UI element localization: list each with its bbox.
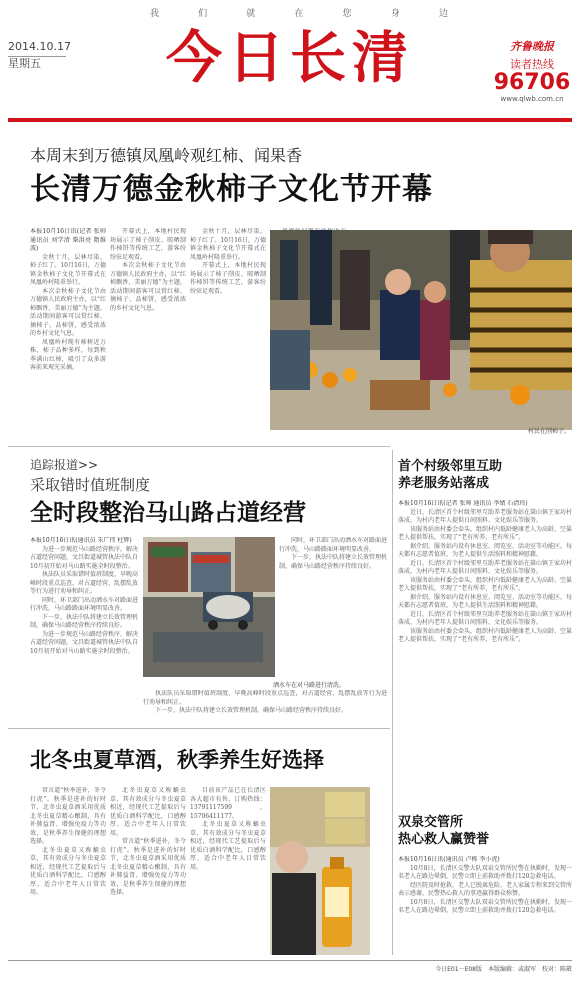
lead-kicker: 本周末到万德镇凤凰岭观红柿、闻果香 xyxy=(30,146,303,165)
lead-column-3 xyxy=(190,228,266,438)
side1-paragraph: 该服务站由村委会牵头，组织村内低龄健康老人为高龄、空巢老人提供帮扶，实现了“老有所养、老有所乐”。 xyxy=(398,576,572,592)
brand-box xyxy=(488,38,576,103)
side1-paragraph: 近日，长清区首个村级邻里互助养老服务站在崮山镇王家坊村落成，为村内老年人提供日间照料、文化娱乐等服务。 xyxy=(398,508,572,524)
follow-column-2 xyxy=(143,690,387,724)
side1-byline: 本报10月16日讯(记者 张帅 通讯员 李婧 石清玮) xyxy=(398,500,528,507)
date-text: 2014.10.17 xyxy=(8,40,71,53)
side1-paragraph: 近日，长清区首个村级邻里互助养老服务站在崮山镇王家坊村落成，为村内老年人提供日间照料、文化娱乐等服务。 xyxy=(398,610,572,626)
health-paragraph: 常言道“秋季进补，冬令打虎”。秋季是进补的好时节，北冬虫夏草酒采用优质北冬虫夏草精心酿制，具有补肺益肾、增强免疫力等功效，是秋季养生保健的理想选择。 xyxy=(110,838,186,896)
follow-paragraph: 同时，环卫部门出动洒水车对路面进行冲洗，马山路路面环境明显改善。 xyxy=(279,537,387,553)
side2-paragraph: 经医院及时抢救，老人已脱离危险。老人家属专程来到交管所表示感谢，民警热心救人的事迹赢得群众称赞。 xyxy=(398,881,572,897)
persimmon-peeling-photo xyxy=(270,230,572,430)
lead-column-2 xyxy=(110,228,186,438)
side2-headline-line: 热心救人赢赞誉 xyxy=(398,832,490,847)
health-photo xyxy=(270,787,370,955)
cordyceps-wine-photo xyxy=(270,787,370,955)
side1-body xyxy=(398,500,572,800)
hotline-number: 96706 xyxy=(493,70,571,95)
slogan-char: 您 xyxy=(342,9,354,19)
side2-paragraph: 10月8日，长清区交警大队双泉交管所民警在执勤时，发现一名老人在路边晕倒，民警立即上前救助并拨打120急救电话。 xyxy=(398,864,572,880)
footer-rule xyxy=(8,960,572,961)
lead-paragraph: 金秋十月，层林尽染，柿子红了。10月16日，万德镇金秋柿子文化节开幕式在凤凰岭村隆重举行。 xyxy=(30,253,106,286)
lead-photo xyxy=(270,230,572,430)
side1-headline-line: 首个村级邻里互助 xyxy=(398,459,503,474)
website-url[interactable]: www.qlwb.com.cn xyxy=(500,95,564,103)
street-cleaning-photo xyxy=(143,537,275,677)
slogan xyxy=(150,6,450,19)
section-divider xyxy=(8,446,390,447)
health-paragraph: 北冬虫夏草又称蛹虫草，其有效成分与冬虫夏草相近，经现代工艺提取后与优质白酒科学配比，口感醇厚，适合中老年人日常饮用。 xyxy=(190,821,266,871)
column-divider xyxy=(392,450,393,955)
lead-byline: 本报10月16日讯(记者 张帅 通讯员 刘学清 柴洪亮 隋维波) xyxy=(30,228,106,252)
follow-photo-caption: 洒水车在对马路进行清洗。 xyxy=(272,682,345,689)
health-paragraph: 常言道“秋季进补，冬令打虎”。秋季是进补的好时节，北冬虫夏草酒采用优质北冬虫夏草精心酿制，具有补肺益肾、增强免疫力等功效，是秋季养生保健的理想选择。 xyxy=(30,787,106,845)
side1-paragraph: 据介绍，服务站内设有休息室、阅览室、活动室等功能区，每天都有志愿者值班，为老人提供生活照料和精神慰藉。 xyxy=(398,593,572,609)
follow-label: 追踪报道>> xyxy=(30,458,99,472)
side2-headline-line: 双泉交管所 xyxy=(398,815,464,830)
masthead-rule xyxy=(8,118,572,122)
follow-paragraph: 为进一步规范马山路经营秩序，解决占道经营问题，文昌街道城管执法中队自10月初开始对马山路实施全时段整治。 xyxy=(30,630,138,655)
health-paragraph: 北冬虫夏草又称蛹虫草，其有效成分与冬虫夏草相近，经现代工艺提取后与优质白酒科学配比，口感醇厚，适合中老年人日常饮用。 xyxy=(30,846,106,896)
lead-column-1 xyxy=(30,228,106,438)
follow-kicker: 采取错时值班制度 xyxy=(30,476,151,494)
follow-paragraph: 执法队员采取错时值班制度，早晚高峰时段重点巡查，对占道经营、乱摆乱放等行为进行劝导和纠正。 xyxy=(143,690,387,706)
side1-paragraph: 该服务站由村委会牵头，组织村内低龄健康老人为高龄、空巢老人提供帮扶，实现了“老有所养、老有所乐”。 xyxy=(398,627,572,643)
follow-photo xyxy=(143,537,275,677)
follow-paragraph: 为进一步规范马山路经营秩序，解决占道经营问题，文昌街道城管执法中队自10月初开始对马山路实施全时段整治。 xyxy=(30,545,138,570)
side1-headline xyxy=(398,458,572,492)
masthead-title: 今日长清 xyxy=(166,25,414,91)
health-headline: 北冬虫夏草酒，秋季养生好选择 xyxy=(30,748,324,772)
health-paragraph: 北冬虫夏草又称蛹虫草，其有效成分与冬虫夏草相近，经现代工艺提取后与优质白酒科学配比，口感醇厚，适合中老年人日常饮用。 xyxy=(110,787,186,837)
follow-column-3 xyxy=(279,537,387,687)
follow-paragraph: 同时，环卫部门出动洒水车对路面进行冲洗，马山路路面环境明显改善。 xyxy=(30,596,138,612)
lead-paragraph: 本次金秋柿子文化节由万德镇人民政府主办，以“红柿飘香，美丽万德”为主题，活动期间游客可以赏红柿、摘柿子、品柿饼，感受浓浓的乡村文化气息。 xyxy=(110,262,186,312)
slogan-char: 就 xyxy=(246,9,258,19)
follow-column-1 xyxy=(30,537,138,727)
follow-paragraph: 下一步，执法中队将建立长效管理机制，确保马山路经营秩序持续良好。 xyxy=(155,707,348,714)
slogan-char: 身 xyxy=(390,9,402,19)
lead-paragraph: 开幕式上，本地村民现场展示了柿子削皮、晾晒制作柿饼等传统工艺，游客纷纷驻足观看。 xyxy=(190,262,266,295)
follow-byline: 本报10月16日讯(通讯员 朱广伟 杜辉) xyxy=(30,537,132,544)
side2-headline xyxy=(398,814,572,848)
follow-paragraph: 下一步，执法中队将建立长效管理机制，确保马山路经营秩序持续良好。 xyxy=(279,554,387,570)
hotline-label: 读者热线 xyxy=(510,58,554,71)
slogan-char: 在 xyxy=(294,9,306,19)
follow-headline: 全时段整治马山路占道经营 xyxy=(30,500,306,526)
lead-paragraph: 凤凰岭村现有柿树近万株，柿子品种多样，每到秋季满山红柿，吸引了众多游客前来观光采摘。 xyxy=(30,338,106,371)
lead-photo-caption: 村民在削柿子。 xyxy=(527,428,570,435)
health-column-1 xyxy=(30,787,106,952)
side2-byline: 本报10月16日讯(通讯员 卢栋 李小虎) xyxy=(398,856,500,863)
lead-paragraph: 本次金秋柿子文化节由万德镇人民政府主办，以“红柿飘香，美丽万德”为主题，活动期间游客可以赏红柿、摘柿子、品柿饼，感受浓浓的乡村文化气息。 xyxy=(30,287,106,337)
weekday-text: 星期五 xyxy=(8,57,41,70)
slogan-char: 们 xyxy=(198,9,210,19)
side1-paragraph: 近日，长清区首个村级邻里互助养老服务站在崮山镇王家坊村落成，为村内老年人提供日间照料、文化娱乐等服务。 xyxy=(398,559,572,575)
slogan-char: 我 xyxy=(150,9,162,19)
side1-headline-line: 养老服务站落成 xyxy=(398,476,490,491)
health-column-2 xyxy=(110,787,186,952)
section-divider xyxy=(8,728,390,729)
side2-body xyxy=(398,856,572,954)
slogan-char: 边 xyxy=(438,9,450,19)
health-paragraph: 目前该产品已在长清区各大超市有售，订购热线：13791117599，15706411177。 xyxy=(190,787,266,820)
brand-paper-name: 齐鲁晚报 xyxy=(510,40,554,53)
health-column-3 xyxy=(190,787,266,952)
lead-paragraph: 金秋十月，层林尽染，柿子红了。10月16日，万德镇金秋柿子文化节开幕式在凤凰岭村隆重举行。 xyxy=(190,228,266,261)
lead-paragraph: 开幕式上，本地村民现场展示了柿子削皮、晾晒制作柿饼等传统工艺，游客纷纷驻足观看。 xyxy=(110,228,186,261)
lead-headline: 长清万德金秋柿子文化节开幕 xyxy=(30,172,433,207)
follow-paragraph: 执法队员采取错时值班制度，早晚高峰时段重点巡查，对占道经营、乱摆乱放等行为进行劝导和纠正。 xyxy=(30,571,138,595)
side1-paragraph: 据介绍，服务站内设有休息室、阅览室、活动室等功能区，每天都有志愿者值班，为老人提供生活照料和精神慰藉。 xyxy=(398,542,572,558)
footer-credits: 今日E01－E08版 本版编辑：或淑军 校对：陈葳 xyxy=(435,966,572,973)
issue-date xyxy=(8,40,71,71)
side2-paragraph: 10月8日，长清区交警大队双泉交管所民警在执勤时，发现一名老人在路边晕倒，民警立即上前救助并拨打120急救电话。 xyxy=(398,898,572,914)
side1-paragraph: 该服务站由村委会牵头，组织村内低龄健康老人为高龄、空巢老人提供帮扶，实现了“老有所养、老有所乐”。 xyxy=(398,525,572,541)
follow-paragraph: 下一步，执法中队将建立长效管理机制，确保马山路经营秩序持续良好。 xyxy=(30,613,138,629)
